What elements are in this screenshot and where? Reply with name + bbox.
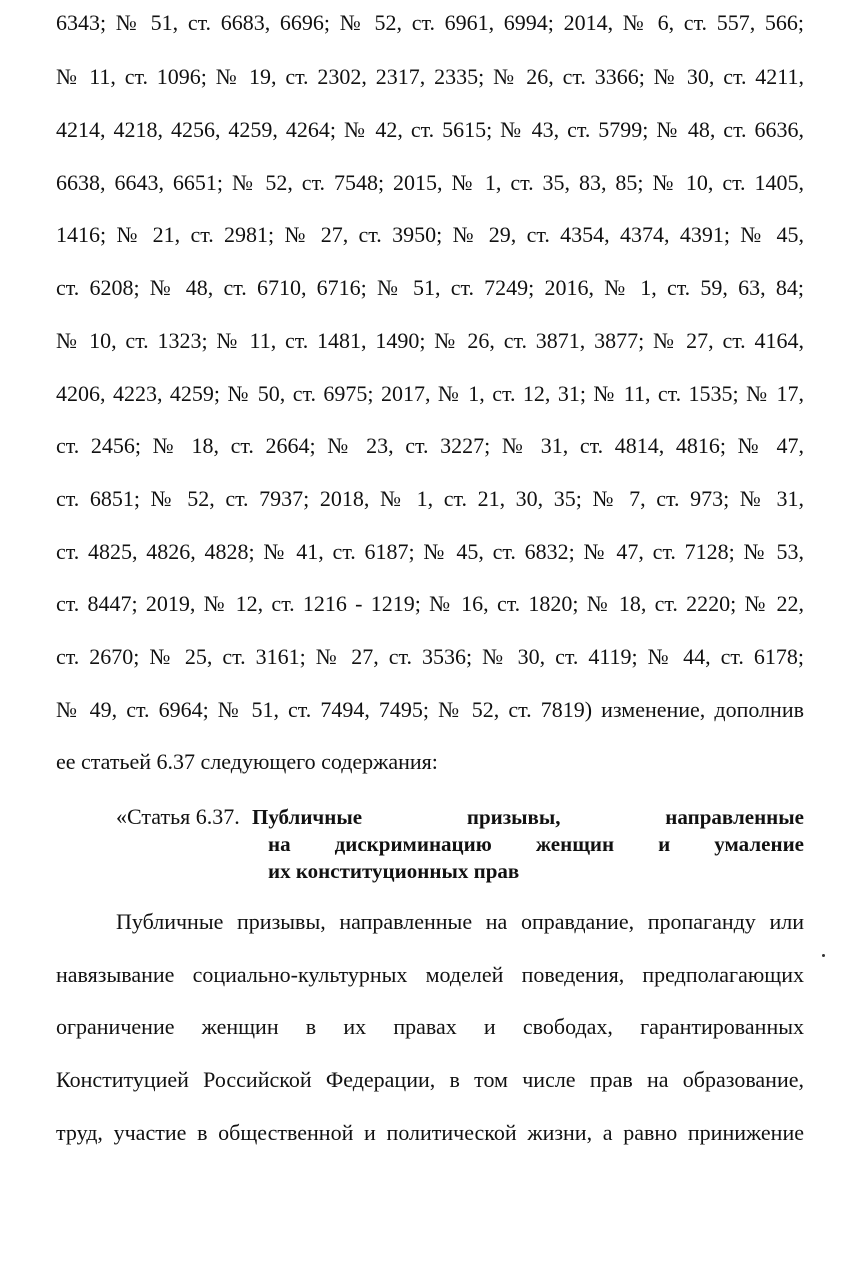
citation-line: № 10, ст. 1323; № 11, ст. 1481, 1490; № 26, ст. 3871, 3877; № 27, ст. 4164, xyxy=(56,328,804,353)
citation-line: ст. 2456; № 18, ст. 2664; № 23, ст. 3227; № 31, ст. 4814, 4816; № 47, xyxy=(56,433,804,458)
citation-line: ст. 4825, 4826, 4828; № 41, ст. 6187; № 45, ст. 6832; № 47, ст. 7128; № 53, xyxy=(56,539,804,564)
article-title-line: Публичные призывы, направленные xyxy=(252,805,804,829)
citation-line: 6343; № 51, ст. 6683, 6696; № 52, ст. 6961, 6994; 2014, № 6, ст. 557, 566; xyxy=(56,10,804,35)
article-title-line: на дискриминацию женщин и умаление xyxy=(268,832,804,856)
article-number: «Статья 6.37. xyxy=(116,804,240,829)
citation-line: № 49, ст. 6964; № 51, ст. 7494, 7495; № 52, ст. 7819) изменение, дополнив xyxy=(56,697,804,722)
scan-speck xyxy=(822,954,825,957)
citation-line: ст. 8447; 2019, № 12, ст. 1216 - 1219; № 16, ст. 1820; № 18, ст. 2220; № 22, xyxy=(56,591,804,616)
body-line: навязывание социально-культурных моделей поведения, предполагающих xyxy=(56,962,804,987)
citation-line: ст. 6208; № 48, ст. 6710, 6716; № 51, ст. 7249; 2016, № 1, ст. 59, 63, 84; xyxy=(56,275,804,300)
citation-line: 4206, 4223, 4259; № 50, ст. 6975; 2017, № 1, ст. 12, 31; № 11, ст. 1535; № 17, xyxy=(56,381,804,406)
citation-line: ст. 6851; № 52, ст. 7937; 2018, № 1, ст. 21, 30, 35; № 7, ст. 973; № 31, xyxy=(56,486,804,511)
body-line: ограничение женщин в их правах и свободах, гарантированных xyxy=(56,1014,804,1039)
citation-line: 1416; № 21, ст. 2981; № 27, ст. 3950; № 29, ст. 4354, 4374, 4391; № 45, xyxy=(56,222,804,247)
body-line: Публичные призывы, направленные на оправдание, пропаганду или xyxy=(116,909,804,934)
citation-line: ст. 2670; № 25, ст. 3161; № 27, ст. 3536; № 30, ст. 4119; № 44, ст. 6178; xyxy=(56,644,804,669)
citation-line: № 11, ст. 1096; № 19, ст. 2302, 2317, 2335; № 26, ст. 3366; № 30, ст. 4211, xyxy=(56,64,804,89)
article-title-line: их конституционных прав xyxy=(268,859,520,883)
citation-line: 4214, 4218, 4256, 4259, 4264; № 42, ст. 5615; № 43, ст. 5799; № 48, ст. 6636, xyxy=(56,117,804,142)
citation-line: 6638, 6643, 6651; № 52, ст. 7548; 2015, № 1, ст. 35, 83, 85; № 10, ст. 1405, xyxy=(56,170,804,195)
body-line: труд, участие в общественной и политической жизни, а равно принижение xyxy=(56,1120,804,1145)
body-line: Конституцией Российской Федерации, в том числе прав на образование, xyxy=(56,1067,804,1092)
citation-line: ее статьей 6.37 следующего содержания: xyxy=(56,749,438,774)
